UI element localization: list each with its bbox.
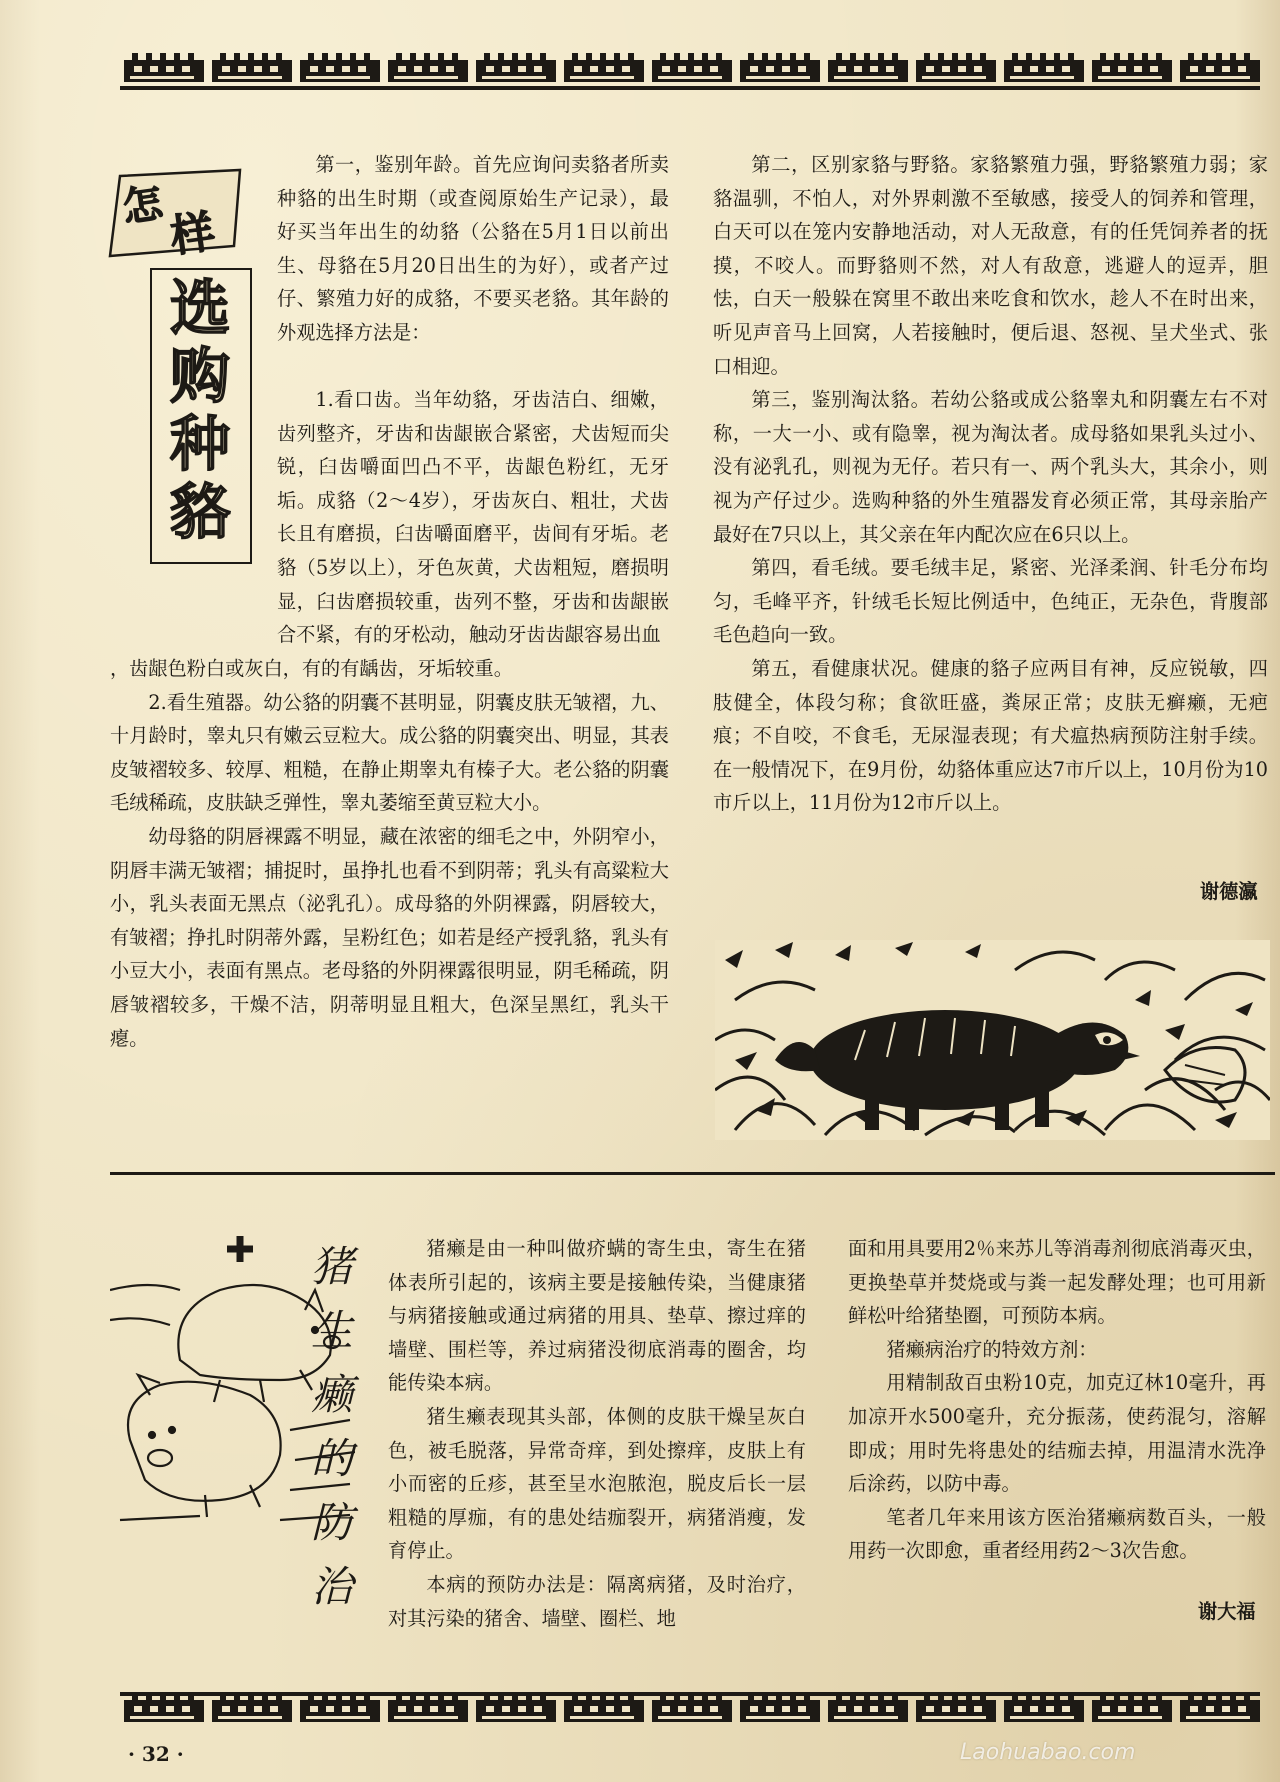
top-decorative-border: [120, 50, 1260, 92]
raccoon-dog-woodcut: [715, 940, 1270, 1140]
article2-paragraph-prevention-cont: 面和用具要用2％来苏儿等消毒剂彻底消毒灭虫，更换垫草并焚烧或与粪一起发酵处理；也可用新鲜松叶给猪垫圈，可预防本病。: [848, 1237, 1266, 1328]
article1-title-char-6: 貉: [170, 478, 230, 548]
article2-paragraph-result: 笔者几年来用该方医治猪癞病数百头，一般用药一次即愈，重者经用药2～3次告愈。: [848, 1505, 1266, 1563]
article1-right-column: [713, 148, 1268, 820]
article2-paragraph-cause: 猪癞是由一种叫做疥螨的寄生虫，寄生在猪体表所引起的，该病主要是接触传染，当健康猪与病猪接触或通过病猪的用具、垫草、擦过痒的墙壁、围栏等，养过病猪没彻底消毒的圈舍，均能传染本病。: [388, 1237, 806, 1395]
article2-title-char-2: 生: [310, 1306, 353, 1355]
article1-paragraph-health: 第五，看健康状况。健康的貉子应两目有神，反应锐敏，四肢健全，体段匀称；食欲旺盛，粪尿正常；皮肤无癣癞，无疤痕；不自咬，不食毛，无尿湿表现；有犬瘟热病预防注射手续。在一般情况下，在9月份，幼貉体重应达7市斤以上，10月份为10市斤以上，11月份为12市斤以上。: [713, 656, 1268, 815]
article2-title-char-5: 防: [310, 1498, 353, 1547]
article2-paragraph-remedy-heading: 猪癞病治疗的特效方剂：: [886, 1337, 1098, 1361]
article1-title-char-1: 怎: [119, 180, 166, 232]
article1-title-vertical: [150, 275, 250, 547]
article1-title-char-2: 样: [167, 206, 218, 263]
article1-title-char-5: 种: [170, 410, 230, 480]
article2-title-char-1: 猪: [310, 1242, 353, 1291]
article1-paragraph-age: 第一，鉴别年龄。首先应询问卖貉者所卖种貉的出生时期（或查阅原始生产记录），最好买当年出生的幼貉（公貉在5月1日以前出生、母貉在5月20日出生的为好），或者产过仔、繁殖力好的成貉，不要买老貉。其年龄的外观选择方法是：: [277, 153, 669, 344]
article1-paragraph-fur: 第四，看毛绒。要毛绒丰足，紧密、光泽柔润、针毛分布均匀，毛峰平齐，针绒毛长短比例适中，色纯正，无杂色，背腹部毛色趋向一致。: [713, 556, 1268, 647]
bottom-decorative-border: [120, 1690, 1260, 1732]
section-divider: [110, 1172, 1275, 1175]
cross-icon: [227, 1236, 253, 1262]
article1-paragraph-teeth-a: 1.看口齿。当年幼貉，牙齿洁白、细嫩，齿列整齐，牙齿和齿龈嵌合紧密，犬齿短而尖锐，臼齿嚼面凹凸不平，齿龈色粉红，无牙垢。成貉（2～4岁），牙齿灰白、粗壮，犬齿长且有磨损，臼齿嚼面磨平，齿间有牙垢。老貉（5岁以上），牙色灰黄，犬齿粗短，磨损明显，臼齿磨损较重，齿列不整，牙齿和齿龈嵌合不紧，有的牙松动，触动牙齿齿龈容易出血: [277, 388, 669, 647]
article1-left-column-upper: [277, 148, 669, 350]
article2-paragraph-symptoms: 猪生癞表现其头部，体侧的皮肤干燥呈灰白色，被毛脱落，异常奇痒，到处擦痒，皮肤上有小而密的丘疹，甚至呈水泡脓泡，脱皮后长一层粗糙的厚痂，有的患处结痂裂开，病猪消瘦，发育停止。: [388, 1404, 806, 1563]
article2-left-column: [388, 1232, 806, 1635]
article1-left-column-teeth: [277, 383, 669, 653]
page-number: · 32 ·: [128, 1742, 184, 1766]
article2-paragraph-remedy: 用精制敌百虫粉10克，加克辽林10毫升，再加凉开水500毫升，充分振荡，使药混匀，溶解即成；用时先将患处的结痂去掉，用温清水洗净后涂药，以防中毒。: [848, 1371, 1266, 1496]
article2-title-char-3: 癞: [310, 1370, 353, 1419]
article2-title-char-6: 治: [310, 1562, 353, 1611]
article2-title-vertical: [302, 1235, 362, 1619]
article1-title-slanted-box: [108, 168, 248, 263]
article2-paragraph-prevention: 本病的预防办法是：隔离病猪，及时治疗，对其污染的猪舍、墙壁、圈栏、地: [388, 1572, 806, 1630]
article1-paragraph-genitals: 2.看生殖器。幼公貉的阴囊不甚明显，阴囊皮肤无皱褶，九、十月龄时，睾丸只有嫩云豆粒大。成公貉的阴囊突出、明显，其表皮皱褶较多、较厚、粗糙，在静止期睾丸有榛子大。老公貉的阴囊毛绒稀疏，皮肤缺乏弹性，睾丸萎缩至黄豆粒大小。: [110, 690, 669, 815]
article2-right-column: [848, 1232, 1266, 1568]
article1-title-char-4: 购: [170, 342, 230, 412]
article1-left-column-lower: [110, 652, 669, 1055]
article1-author: 谢德瀛: [1200, 880, 1258, 903]
article1-title-char-3: 选: [170, 274, 230, 344]
article2-title-char-4: 的: [310, 1434, 353, 1483]
article1-paragraph-cull: 第三，鉴别淘汰貉。若幼公貉或成公貉睾丸和阴囊左右不对称，一大一小、或有隐睾，视为淘汰者。成母貉如果乳头过小、没有泌乳孔，则视为无仔。若只有一、两个乳头大，其余小，则视为产仔过少。选购种貉的外生殖器发育必须正常，其母亲胎产最好在7只以上，其父亲在年内配次应在6只以上。: [713, 388, 1268, 546]
watermark: Laohuabao.com: [960, 1740, 1136, 1765]
article1-paragraph-domestic-wild: 第二，区别家貉与野貉。家貉繁殖力强，野貉繁殖力弱；家貉温驯，不怕人，对外界刺激不至敏感，接受人的饲养和管理，白天可以在笼内安静地活动，对人无敌意，有的任凭饲养者的抚摸，不咬人。而野貉则不然，对人有敌意，逃避人的逗弄，胆怯，白天一般躲在窝里不敢出来吃食和饮水，趁人不在时出来，听见声音马上回窝，人若接触时，便后退、怒视、呈犬坐式、张口相迎。: [713, 153, 1268, 378]
article1-paragraph-female: 幼母貉的阴唇裸露不明显，藏在浓密的细毛之中，外阴窄小，阴唇丰满无皱褶；捕捉时，虽挣扎也看不到阴蒂；乳头有高粱粒大小，乳头表面无黑点（泌乳孔）。成母貉的外阴裸露，阴唇较大，有皱褶；挣扎时阴蒂外露，呈粉红色；如若是经产授乳貉，乳头有小豆大小，表面有黑点。老母貉的外阴裸露很明显，阴毛稀疏，阴唇皱褶较多，干燥不洁，阴蒂明显且粗大，色深呈黑红，乳头干瘪。: [110, 824, 669, 1050]
article2-author: 谢大福: [1198, 1600, 1256, 1623]
article1-paragraph-teeth-b: ，齿龈色粉白或灰白，有的有龋齿，牙垢较重。: [110, 657, 513, 680]
